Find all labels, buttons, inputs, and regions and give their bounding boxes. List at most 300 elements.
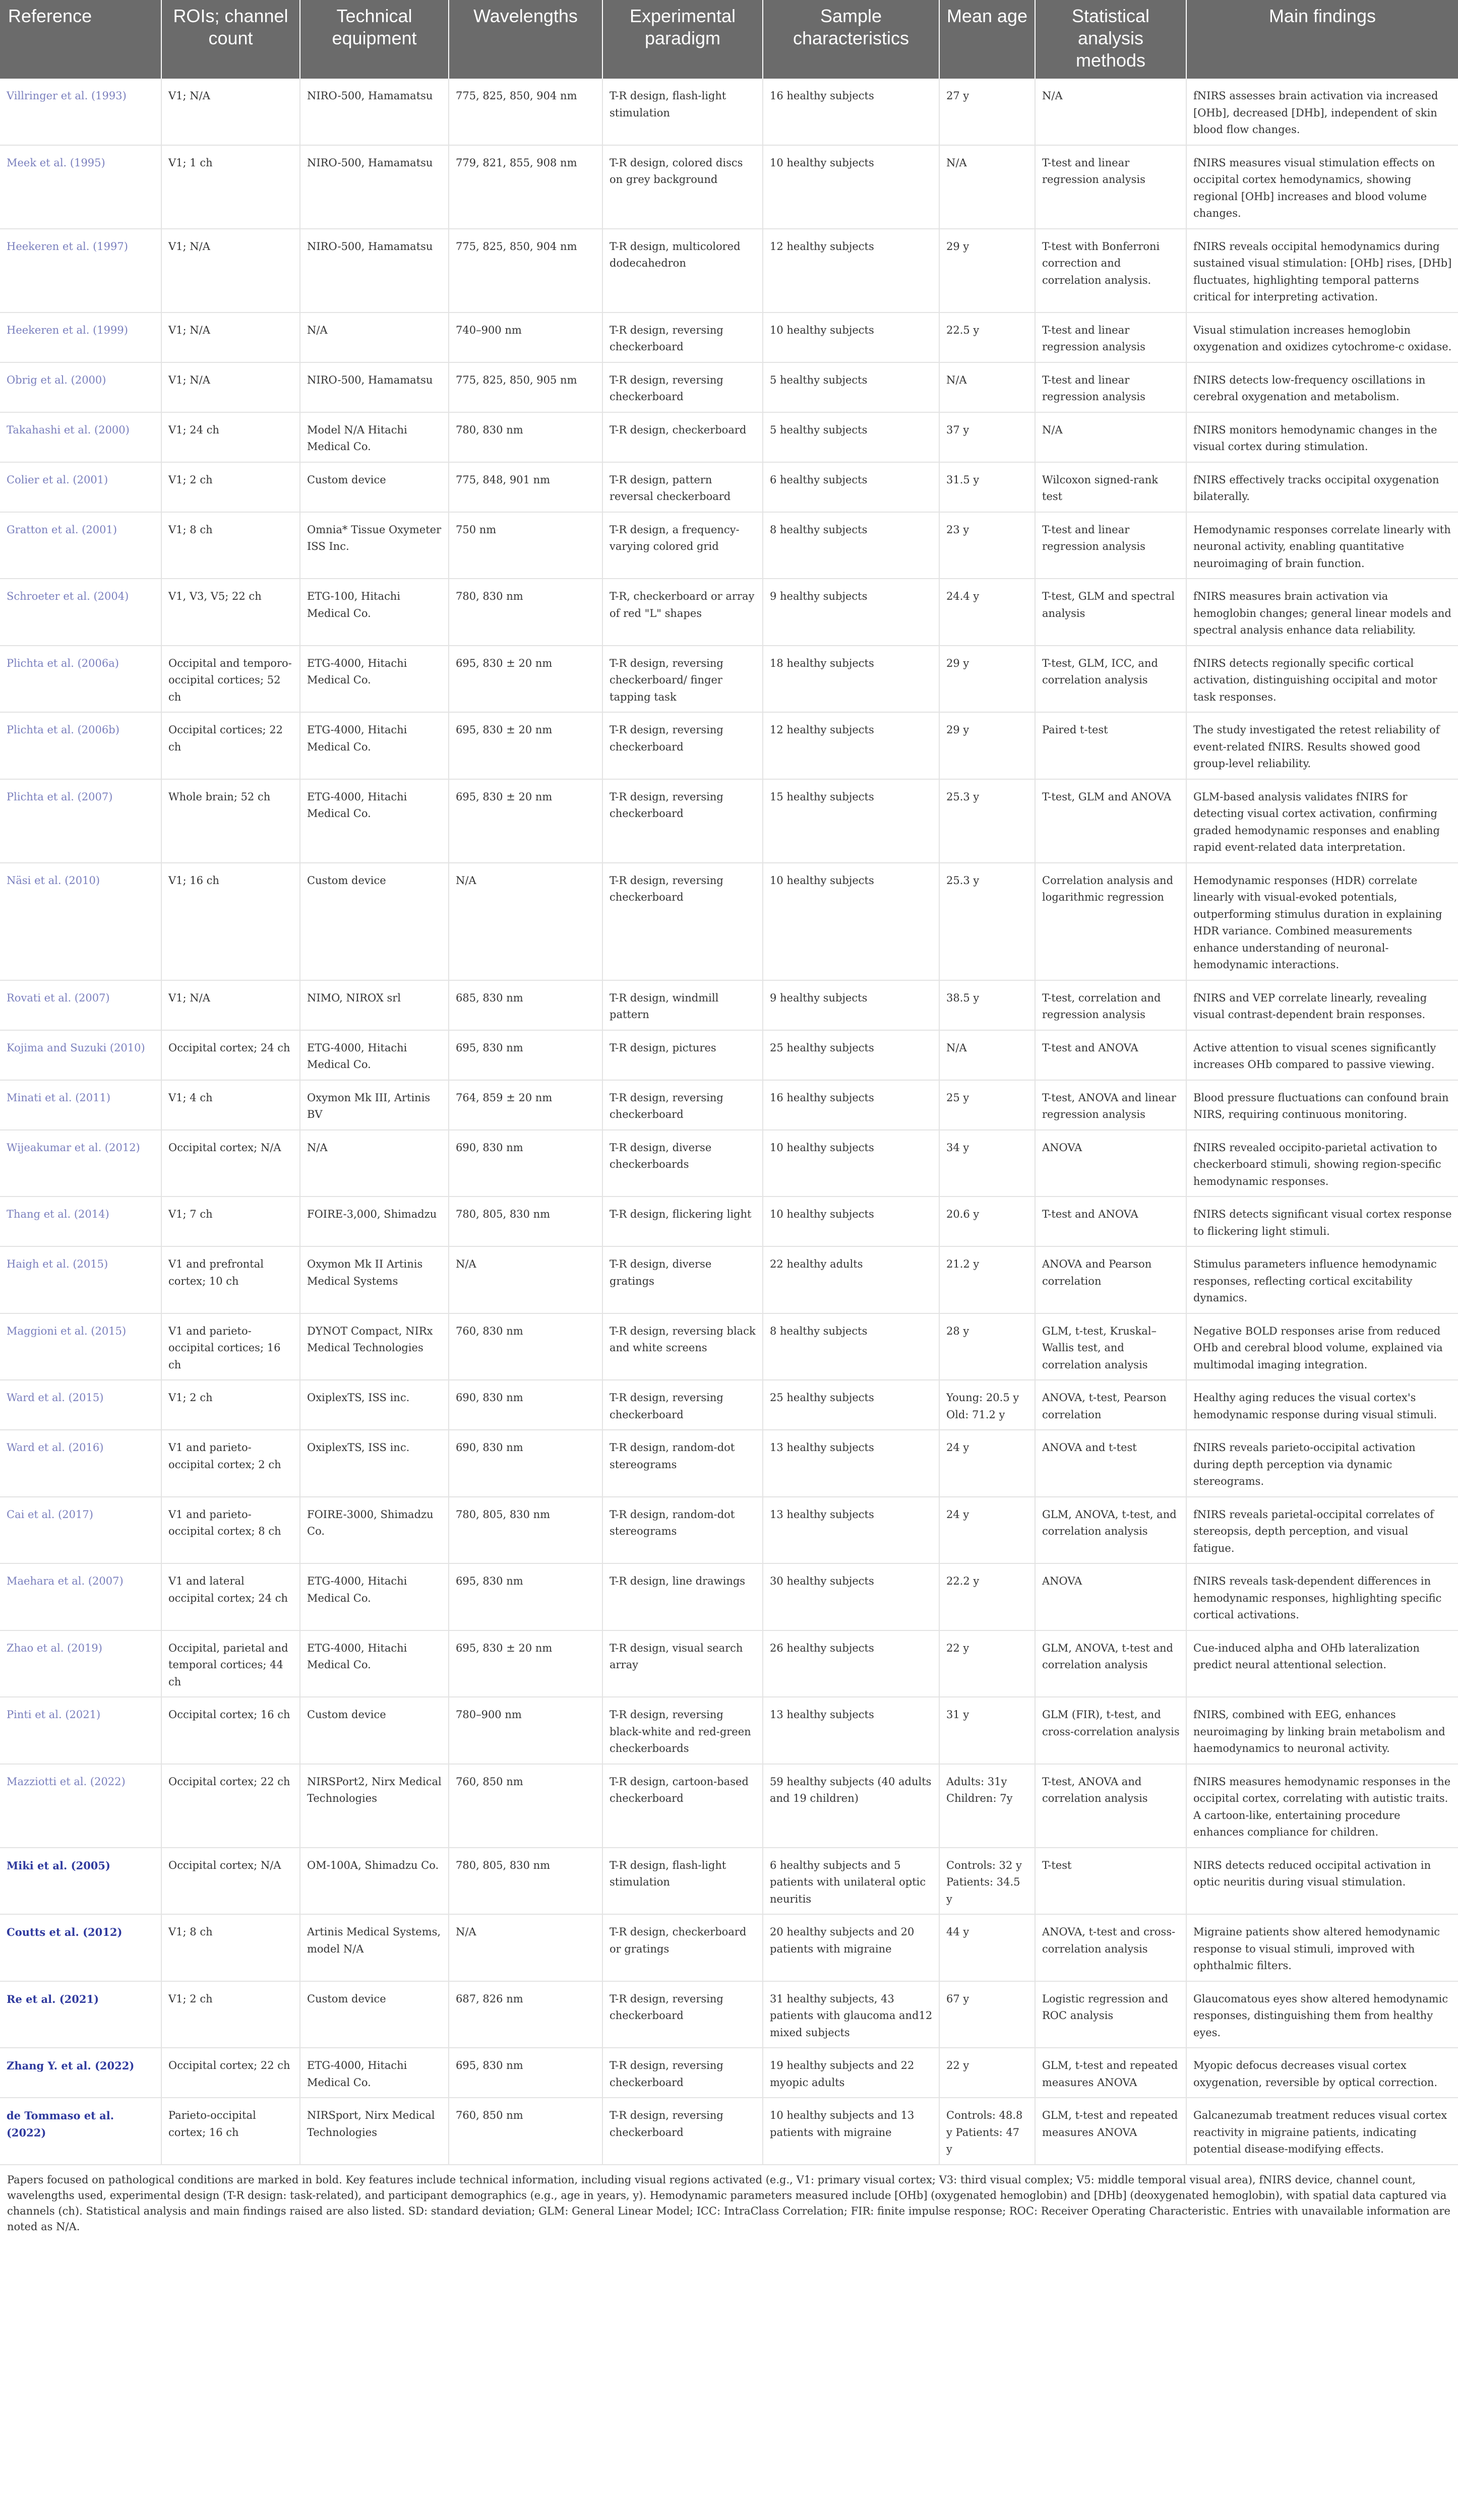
findings-cell: Negative BOLD responses arise from reduced OHb and cerebral blood volume, explained via multimodal imaging integration. — [1186, 1313, 1458, 1380]
paradigm-cell: T-R design, reversing checkerboard — [602, 779, 763, 863]
roi-cell: V1 and lateral occipital cortex; 24 ch — [161, 1563, 300, 1630]
table-row — [0, 2098, 1458, 2165]
equipment-cell: OxiplexTS, ISS inc. — [300, 1380, 449, 1430]
reference-cell[interactable]: Heekeren et al. (1997) — [0, 229, 161, 312]
equipment-cell: Artinis Medical Systems, model N/A — [300, 1914, 449, 1981]
findings-cell: Healthy aging reduces the visual cortex's hemodynamic response during visual stimuli. — [1186, 1380, 1458, 1430]
statistics-cell: Logistic regression and ROC analysis — [1035, 1981, 1186, 2048]
equipment-cell: N/A — [300, 1130, 449, 1197]
reference-cell[interactable]: Thang et al. (2014) — [0, 1196, 161, 1246]
roi-cell: Occipital cortex; 22 ch — [161, 1764, 300, 1848]
equipment-cell: Custom device — [300, 863, 449, 980]
header-row — [0, 0, 1458, 79]
sample-cell: 16 healthy subjects — [763, 79, 939, 145]
equipment-cell: ETG-4000, Hitachi Medical Co. — [300, 1030, 449, 1080]
paradigm-cell: T-R design, flash-light stimulation — [602, 1848, 763, 1915]
sample-cell: 6 healthy subjects — [763, 462, 939, 512]
table-row — [0, 1246, 1458, 1313]
roi-cell: V1; N/A — [161, 980, 300, 1030]
wavelength-cell: 695, 830 ± 20 nm — [449, 646, 602, 713]
mean-age-cell: N/A — [939, 362, 1035, 412]
sample-cell: 25 healthy subjects — [763, 1380, 939, 1430]
reference-cell[interactable]: Maehara et al. (2007) — [0, 1563, 161, 1630]
wavelength-cell: 780–900 nm — [449, 1697, 602, 1764]
wavelength-cell: 779, 821, 855, 908 nm — [449, 145, 602, 229]
paradigm-cell: T-R design, random-dot stereograms — [602, 1497, 763, 1564]
mean-age-cell: 24 y — [939, 1497, 1035, 1564]
wavelength-cell: 695, 830 ± 20 nm — [449, 1630, 602, 1697]
findings-cell: Cue-induced alpha and OHb lateralization predict neural attentional selection. — [1186, 1630, 1458, 1697]
paradigm-cell: T-R design, diverse gratings — [602, 1246, 763, 1313]
equipment-cell: Custom device — [300, 1981, 449, 2048]
reference-cell[interactable]: Cai et al. (2017) — [0, 1497, 161, 1564]
wavelength-cell: 775, 825, 850, 905 nm — [449, 362, 602, 412]
findings-cell: fNIRS reveals occipital hemodynamics during sustained visual stimulation: [OHb] rises, [DHb] fluctuates, highlighting temporal patterns critical for interpreting activation. — [1186, 229, 1458, 312]
reference-cell[interactable]: Meek et al. (1995) — [0, 145, 161, 229]
paradigm-cell: T-R design, pictures — [602, 1030, 763, 1080]
equipment-cell: FOIRE-3000, Shimadzu Co. — [300, 1497, 449, 1564]
mean-age-cell: 34 y — [939, 1130, 1035, 1197]
sample-cell: 22 healthy adults — [763, 1246, 939, 1313]
paradigm-cell: T-R design, windmill pattern — [602, 980, 763, 1030]
mean-age-cell: 20.6 y — [939, 1196, 1035, 1246]
table-row — [0, 1430, 1458, 1497]
statistics-cell: GLM, ANOVA, t-test, and correlation analysis — [1035, 1497, 1186, 1564]
findings-cell: fNIRS reveals parietal-occipital correlates of stereopsis, depth perception, and visual fatigue. — [1186, 1497, 1458, 1564]
findings-cell: fNIRS measures visual stimulation effects on occipital cortex hemodynamics, showing regional [OHb] increases and blood volume changes. — [1186, 145, 1458, 229]
wavelength-cell: 780, 830 nm — [449, 412, 602, 462]
roi-cell: V1; 8 ch — [161, 512, 300, 579]
mean-age-cell: 29 y — [939, 712, 1035, 779]
equipment-cell: Custom device — [300, 462, 449, 512]
statistics-cell: T-test, correlation and regression analysis — [1035, 980, 1186, 1030]
wavelength-cell: 695, 830 nm — [449, 1030, 602, 1080]
findings-cell: GLM-based analysis validates fNIRS for detecting visual cortex activation, confirming graded hemodynamic responses and enabling rapid event-related data interpretation. — [1186, 779, 1458, 863]
paradigm-cell: T-R design, diverse checkerboards — [602, 1130, 763, 1197]
statistics-cell: T-test and linear regression analysis — [1035, 145, 1186, 229]
roi-cell: V1; 24 ch — [161, 412, 300, 462]
mean-age-cell: Controls: 32 y Patients: 34.5 y — [939, 1848, 1035, 1915]
sample-cell: 26 healthy subjects — [763, 1630, 939, 1697]
findings-cell: fNIRS assesses brain activation via increased [OHb], decreased [DHb], independent of skin blood flow changes. — [1186, 79, 1458, 145]
statistics-cell: T-test and linear regression analysis — [1035, 362, 1186, 412]
roi-cell: Occipital cortex; 16 ch — [161, 1697, 300, 1764]
sample-cell: 13 healthy subjects — [763, 1697, 939, 1764]
roi-cell: Occipital and temporo-occipital cortices; 52 ch — [161, 646, 300, 713]
findings-cell: Stimulus parameters influence hemodynamic responses, reflecting cortical excitability dynamics. — [1186, 1246, 1458, 1313]
table-footnote: Papers focused on pathological conditions are marked in bold. Key features include technical information, including visual regions activated (e.g., V1: primary visual cortex; V3: third visual complex; V5: middle temporal visual area), fNIRS device, channel count, wavelengths used, experimental design (T-R design: task-related), and participant demographics (e.g., age in years, y). Hemodynamic parameters measured include [OHb] (oxygenated hemoglobin) and [DHb] (deoxygenated hemoglobin), with spatial data captured via channels (ch). Statistical analysis and main findings raised are also listed. SD: standard deviation; GLM: General Linear Model; ICC: IntraClass Correlation; FIR: finite impulse response; ROC: Receiver Operating Characteristic. Entries with unavailable information are noted as N/A. — [7, 2173, 1450, 2233]
reference-cell[interactable]: Maggioni et al. (2015) — [0, 1313, 161, 1380]
sample-cell: 10 healthy subjects — [763, 863, 939, 980]
sample-cell: 10 healthy subjects — [763, 312, 939, 362]
equipment-cell: NIRO-500, Hamamatsu — [300, 145, 449, 229]
paradigm-cell: T-R design, reversing checkerboard — [602, 2048, 763, 2098]
table-row — [0, 1914, 1458, 1981]
reference-cell[interactable]: Pinti et al. (2021) — [0, 1697, 161, 1764]
mean-age-cell: 25.3 y — [939, 779, 1035, 863]
statistics-cell: GLM (FIR), t-test, and cross-correlation analysis — [1035, 1697, 1186, 1764]
table-row — [0, 1130, 1458, 1197]
statistics-cell: ANOVA and t-test — [1035, 1430, 1186, 1497]
statistics-cell: ANOVA, t-test and cross-correlation analysis — [1035, 1914, 1186, 1981]
mean-age-cell: 28 y — [939, 1313, 1035, 1380]
reference-cell[interactable]: Coutts et al. (2012) — [0, 1914, 161, 1981]
header-rois: ROIs; channel count — [161, 0, 300, 79]
findings-cell: fNIRS detects low-frequency oscillations in cerebral oxygenation and metabolism. — [1186, 362, 1458, 412]
roi-cell: V1; 8 ch — [161, 1914, 300, 1981]
sample-cell: 13 healthy subjects — [763, 1430, 939, 1497]
wavelength-cell: 687, 826 nm — [449, 1981, 602, 2048]
roi-cell: V1; 2 ch — [161, 1380, 300, 1430]
table-row — [0, 79, 1458, 145]
equipment-cell: Oxymon Mk II Artinis Medical Systems — [300, 1246, 449, 1313]
table-row — [0, 1697, 1458, 1764]
header-mean-age: Mean age — [939, 0, 1035, 79]
paradigm-cell: T-R design, checkerboard — [602, 412, 763, 462]
mean-age-cell: 22.5 y — [939, 312, 1035, 362]
findings-cell: fNIRS detects significant visual cortex response to flickering light stimuli. — [1186, 1196, 1458, 1246]
roi-cell: Occipital cortex; N/A — [161, 1848, 300, 1915]
sample-cell: 6 healthy subjects and 5 patients with unilateral optic neuritis — [763, 1848, 939, 1915]
statistics-cell: Paired t-test — [1035, 712, 1186, 779]
sample-cell: 59 healthy subjects (40 adults and 19 children) — [763, 1764, 939, 1848]
findings-cell: fNIRS reveals task-dependent differences in hemodynamic responses, highlighting specific cortical activations. — [1186, 1563, 1458, 1630]
reference-cell[interactable]: Kojima and Suzuki (2010) — [0, 1030, 161, 1080]
sample-cell: 25 healthy subjects — [763, 1030, 939, 1080]
wavelength-cell: 780, 805, 830 nm — [449, 1497, 602, 1564]
reference-cell[interactable]: Wijeakumar et al. (2012) — [0, 1130, 161, 1197]
mean-age-cell: 44 y — [939, 1914, 1035, 1981]
equipment-cell: NIRO-500, Hamamatsu — [300, 229, 449, 312]
mean-age-cell: 25.3 y — [939, 863, 1035, 980]
statistics-cell: GLM, t-test, Kruskal–Wallis test, and correlation analysis — [1035, 1313, 1186, 1380]
equipment-cell: NIRO-500, Hamamatsu — [300, 362, 449, 412]
findings-cell: Myopic defocus decreases visual cortex oxygenation, reversible by optical correction. — [1186, 2048, 1458, 2098]
table-row — [0, 1764, 1458, 1848]
findings-cell: fNIRS detects regionally specific cortical activation, distinguishing occipital and motor task responses. — [1186, 646, 1458, 713]
wavelength-cell: 780, 805, 830 nm — [449, 1196, 602, 1246]
wavelength-cell: N/A — [449, 863, 602, 980]
roi-cell: V1; 2 ch — [161, 1981, 300, 2048]
sample-cell: 5 healthy subjects — [763, 362, 939, 412]
statistics-cell: GLM, ANOVA, t-test and correlation analysis — [1035, 1630, 1186, 1697]
reference-cell[interactable]: Colier et al. (2001) — [0, 462, 161, 512]
reference-cell[interactable]: Ward et al. (2015) — [0, 1380, 161, 1430]
findings-cell: Active attention to visual scenes significantly increases OHb compared to passive viewing. — [1186, 1030, 1458, 1080]
equipment-cell: OM-100A, Shimadzu Co. — [300, 1848, 449, 1915]
reference-cell[interactable]: Schroeter et al. (2004) — [0, 579, 161, 646]
findings-cell: NIRS detects reduced occipital activation in optic neuritis during visual stimulation. — [1186, 1848, 1458, 1915]
roi-cell: V1 and prefrontal cortex; 10 ch — [161, 1246, 300, 1313]
statistics-cell: N/A — [1035, 412, 1186, 462]
statistics-cell: T-test, GLM, ICC, and correlation analysis — [1035, 646, 1186, 713]
paradigm-cell: T-R design, reversing black-white and red-green checkerboards — [602, 1697, 763, 1764]
findings-cell: Hemodynamic responses (HDR) correlate linearly with visual-evoked potentials, outperforming stimulus duration in explaining HDR variance. Combined measurements enhance understanding of neuronal-hemodynamic interactions. — [1186, 863, 1458, 980]
sample-cell: 31 healthy subjects, 43 patients with glaucoma and12 mixed subjects — [763, 1981, 939, 2048]
table-row — [0, 1313, 1458, 1380]
sample-cell: 8 healthy subjects — [763, 1313, 939, 1380]
table-row — [0, 1848, 1458, 1915]
table-row — [0, 712, 1458, 779]
header-statistics: Statistical analysis methods — [1035, 0, 1186, 79]
reference-cell[interactable]: Minati et al. (2011) — [0, 1080, 161, 1130]
mean-age-cell: 27 y — [939, 79, 1035, 145]
paradigm-cell: T-R design, checkerboard or gratings — [602, 1914, 763, 1981]
equipment-cell: Custom device — [300, 1697, 449, 1764]
reference-cell[interactable]: Gratton et al. (2001) — [0, 512, 161, 579]
paradigm-cell: T-R design, reversing black and white screens — [602, 1313, 763, 1380]
paradigm-cell: T-R design, flickering light — [602, 1196, 763, 1246]
reference-cell[interactable]: Re et al. (2021) — [0, 1981, 161, 2048]
statistics-cell: T-test and linear regression analysis — [1035, 512, 1186, 579]
equipment-cell: OxiplexTS, ISS inc. — [300, 1430, 449, 1497]
statistics-cell: GLM, t-test and repeated measures ANOVA — [1035, 2098, 1186, 2165]
sample-cell: 10 healthy subjects — [763, 145, 939, 229]
wavelength-cell: 760, 830 nm — [449, 1313, 602, 1380]
roi-cell: V1; N/A — [161, 312, 300, 362]
sample-cell: 20 healthy subjects and 20 patients with migraine — [763, 1914, 939, 1981]
table-row — [0, 1981, 1458, 2048]
table-row — [0, 312, 1458, 362]
roi-cell: V1; 4 ch — [161, 1080, 300, 1130]
reference-cell[interactable]: Villringer et al. (1993) — [0, 79, 161, 145]
roi-cell: Occipital cortex; 22 ch — [161, 2048, 300, 2098]
equipment-cell: ETG-4000, Hitachi Medical Co. — [300, 1630, 449, 1697]
paradigm-cell: T-R design, reversing checkerboard — [602, 1981, 763, 2048]
table-row — [0, 1196, 1458, 1246]
findings-cell: fNIRS measures hemodynamic responses in the occipital cortex, correlating with autistic traits. A cartoon-like, entertaining procedure enhances compliance for children. — [1186, 1764, 1458, 1848]
table-row — [0, 1630, 1458, 1697]
wavelength-cell: 695, 830 nm — [449, 2048, 602, 2098]
table-row — [0, 779, 1458, 863]
findings-cell: Glaucomatous eyes show altered hemodynamic responses, distinguishing them from healthy eyes. — [1186, 1981, 1458, 2048]
table-row — [0, 462, 1458, 512]
sample-cell: 15 healthy subjects — [763, 779, 939, 863]
reference-cell[interactable]: Heekeren et al. (1999) — [0, 312, 161, 362]
findings-cell: Galcanezumab treatment reduces visual cortex reactivity in migraine patients, indicating potential disease-modifying effects. — [1186, 2098, 1458, 2165]
reference-cell[interactable]: de Tommaso et al. (2022) — [0, 2098, 161, 2165]
table-row — [0, 229, 1458, 312]
wavelength-cell: 760, 850 nm — [449, 1764, 602, 1848]
sample-cell: 30 healthy subjects — [763, 1563, 939, 1630]
roi-cell: V1; 7 ch — [161, 1196, 300, 1246]
findings-cell: fNIRS effectively tracks occipital oxygenation bilaterally. — [1186, 462, 1458, 512]
equipment-cell: Oxymon Mk III, Artinis BV — [300, 1080, 449, 1130]
paradigm-cell: T-R design, random-dot stereograms — [602, 1430, 763, 1497]
roi-cell: V1, V3, V5; 22 ch — [161, 579, 300, 646]
statistics-cell: ANOVA, t-test, Pearson correlation — [1035, 1380, 1186, 1430]
wavelength-cell: 764, 859 ± 20 nm — [449, 1080, 602, 1130]
table-row — [0, 1080, 1458, 1130]
statistics-cell: T-test, ANOVA and linear regression analysis — [1035, 1080, 1186, 1130]
findings-cell: The study investigated the retest reliability of event-related fNIRS. Results showed good group-level reliability. — [1186, 712, 1458, 779]
wavelength-cell: N/A — [449, 1914, 602, 1981]
findings-cell: fNIRS reveals parieto-occipital activation during depth perception via dynamic stereograms. — [1186, 1430, 1458, 1497]
wavelength-cell: 690, 830 nm — [449, 1130, 602, 1197]
findings-cell: fNIRS, combined with EEG, enhances neuroimaging by linking brain metabolism and haemodynamics to neuronal activity. — [1186, 1697, 1458, 1764]
table-row — [0, 646, 1458, 713]
mean-age-cell: 67 y — [939, 1981, 1035, 2048]
paradigm-cell: T-R design, reversing checkerboard — [602, 863, 763, 980]
table-row — [0, 145, 1458, 229]
statistics-cell: T-test and ANOVA — [1035, 1196, 1186, 1246]
roi-cell: Whole brain; 52 ch — [161, 779, 300, 863]
paradigm-cell: T-R design, reversing checkerboard — [602, 312, 763, 362]
wavelength-cell: 695, 830 ± 20 nm — [449, 779, 602, 863]
sample-cell: 12 healthy subjects — [763, 229, 939, 312]
roi-cell: Occipital cortices; 22 ch — [161, 712, 300, 779]
mean-age-cell: 29 y — [939, 646, 1035, 713]
statistics-cell: Wilcoxon signed-rank test — [1035, 462, 1186, 512]
paradigm-cell: T-R design, reversing checkerboard — [602, 362, 763, 412]
wavelength-cell: 760, 850 nm — [449, 2098, 602, 2165]
paradigm-cell: T-R design, colored discs on grey background — [602, 145, 763, 229]
statistics-cell: ANOVA and Pearson correlation — [1035, 1246, 1186, 1313]
roi-cell: V1 and parieto-occipital cortex; 2 ch — [161, 1430, 300, 1497]
paradigm-cell: T-R design, flash-light stimulation — [602, 79, 763, 145]
statistics-cell: T-test and linear regression analysis — [1035, 312, 1186, 362]
equipment-cell: N/A — [300, 312, 449, 362]
mean-age-cell: 24 y — [939, 1430, 1035, 1497]
reference-cell[interactable]: Zhao et al. (2019) — [0, 1630, 161, 1697]
sample-cell: 12 healthy subjects — [763, 712, 939, 779]
paradigm-cell: T-R design, reversing checkerboard/ finger tapping task — [602, 646, 763, 713]
wavelength-cell: 780, 830 nm — [449, 579, 602, 646]
table-row — [0, 863, 1458, 980]
paradigm-cell: T-R design, cartoon-based checkerboard — [602, 1764, 763, 1848]
paradigm-cell: T-R design, reversing checkerboard — [602, 1080, 763, 1130]
reference-cell[interactable]: Rovati et al. (2007) — [0, 980, 161, 1030]
paradigm-cell: T-R design, visual search array — [602, 1630, 763, 1697]
sample-cell: 18 healthy subjects — [763, 646, 939, 713]
header-reference: Reference — [0, 0, 161, 79]
wavelength-cell: 750 nm — [449, 512, 602, 579]
statistics-cell: T-test, ANOVA and correlation analysis — [1035, 1764, 1186, 1848]
equipment-cell: NIRO-500, Hamamatsu — [300, 79, 449, 145]
roi-cell: V1 and parieto-occipital cortex; 8 ch — [161, 1497, 300, 1564]
sample-cell: 19 healthy subjects and 22 myopic adults — [763, 2048, 939, 2098]
sample-cell: 10 healthy subjects — [763, 1130, 939, 1197]
mean-age-cell: N/A — [939, 1030, 1035, 1080]
mean-age-cell: Young: 20.5 y Old: 71.2 y — [939, 1380, 1035, 1430]
findings-cell: fNIRS revealed occipito-parietal activation to checkerboard stimuli, showing region-specific hemodynamic responses. — [1186, 1130, 1458, 1197]
table-row — [0, 2048, 1458, 2098]
findings-cell: fNIRS monitors hemodynamic changes in the visual cortex during stimulation. — [1186, 412, 1458, 462]
mean-age-cell: 22 y — [939, 1630, 1035, 1697]
reference-cell[interactable]: Plichta et al. (2007) — [0, 779, 161, 863]
statistics-cell: Correlation analysis and logarithmic regression — [1035, 863, 1186, 980]
table-row — [0, 1030, 1458, 1080]
mean-age-cell: Adults: 31y Children: 7y — [939, 1764, 1035, 1848]
equipment-cell: ETG-4000, Hitachi Medical Co. — [300, 1563, 449, 1630]
mean-age-cell: 22.2 y — [939, 1563, 1035, 1630]
wavelength-cell: 775, 825, 850, 904 nm — [449, 229, 602, 312]
equipment-cell: ETG-100, Hitachi Medical Co. — [300, 579, 449, 646]
mean-age-cell: 29 y — [939, 229, 1035, 312]
reference-cell[interactable]: Ward et al. (2016) — [0, 1430, 161, 1497]
statistics-cell: ANOVA — [1035, 1130, 1186, 1197]
sample-cell: 8 healthy subjects — [763, 512, 939, 579]
mean-age-cell: N/A — [939, 145, 1035, 229]
roi-cell: Parieto-occipital cortex; 16 ch — [161, 2098, 300, 2165]
table-row — [0, 1380, 1458, 1430]
table-row — [0, 579, 1458, 646]
roi-cell: V1; N/A — [161, 362, 300, 412]
paradigm-cell: T-R design, pattern reversal checkerboard — [602, 462, 763, 512]
equipment-cell: ETG-4000, Hitachi Medical Co. — [300, 2048, 449, 2098]
findings-cell: Migraine patients show altered hemodynamic response to visual stimuli, improved with ophthalmic filters. — [1186, 1914, 1458, 1981]
mean-age-cell: Controls: 48.8 y Patients: 47 y — [939, 2098, 1035, 2165]
findings-cell: fNIRS and VEP correlate linearly, revealing visual contrast-dependent brain responses. — [1186, 980, 1458, 1030]
statistics-cell: T-test with Bonferroni correction and correlation analysis. — [1035, 229, 1186, 312]
equipment-cell: Model N/A Hitachi Medical Co. — [300, 412, 449, 462]
mean-age-cell: 23 y — [939, 512, 1035, 579]
wavelength-cell: 695, 830 nm — [449, 1563, 602, 1630]
equipment-cell: DYNOT Compact, NIRx Medical Technologies — [300, 1313, 449, 1380]
paradigm-cell: T-R, checkerboard or array of red "L" shapes — [602, 579, 763, 646]
reference-cell[interactable]: Haigh et al. (2015) — [0, 1246, 161, 1313]
statistics-cell: T-test — [1035, 1848, 1186, 1915]
wavelength-cell: 690, 830 nm — [449, 1430, 602, 1497]
header-sample: Sample characteristics — [763, 0, 939, 79]
table-row — [0, 1563, 1458, 1630]
statistics-cell: T-test, GLM and spectral analysis — [1035, 579, 1186, 646]
sample-cell: 9 healthy subjects — [763, 579, 939, 646]
reference-cell[interactable]: Obrig et al. (2000) — [0, 362, 161, 412]
table-row — [0, 980, 1458, 1030]
equipment-cell: ETG-4000, Hitachi Medical Co. — [300, 646, 449, 713]
header-wavelengths: Wavelengths — [449, 0, 602, 79]
roi-cell: Occipital cortex; N/A — [161, 1130, 300, 1197]
sample-cell: 5 healthy subjects — [763, 412, 939, 462]
roi-cell: Occipital cortex; 24 ch — [161, 1030, 300, 1080]
reference-cell[interactable]: Zhang Y. et al. (2022) — [0, 2048, 161, 2098]
paradigm-cell: T-R design, a frequency-varying colored grid — [602, 512, 763, 579]
paradigm-cell: T-R design, reversing checkerboard — [602, 1380, 763, 1430]
reference-cell[interactable]: Plichta et al. (2006a) — [0, 646, 161, 713]
mean-age-cell: 24.4 y — [939, 579, 1035, 646]
findings-cell: Blood pressure fluctuations can confound brain NIRS, requiring continuous monitoring. — [1186, 1080, 1458, 1130]
mean-age-cell: 21.2 y — [939, 1246, 1035, 1313]
equipment-cell: ETG-4000, Hitachi Medical Co. — [300, 779, 449, 863]
mean-age-cell: 25 y — [939, 1080, 1035, 1130]
sample-cell: 10 healthy subjects and 13 patients with migraine — [763, 2098, 939, 2165]
paradigm-cell: T-R design, line drawings — [602, 1563, 763, 1630]
equipment-cell: NIRSPort2, Nirx Medical Technologies — [300, 1764, 449, 1848]
statistics-cell: T-test and ANOVA — [1035, 1030, 1186, 1080]
sample-cell: 13 healthy subjects — [763, 1497, 939, 1564]
roi-cell: Occipital, parietal and temporal cortices; 44 ch — [161, 1630, 300, 1697]
table-row — [0, 412, 1458, 462]
reference-cell[interactable]: Miki et al. (2005) — [0, 1848, 161, 1915]
roi-cell: V1; N/A — [161, 79, 300, 145]
findings-cell: Hemodynamic responses correlate linearly with neuronal activity, enabling quantitative neuroimaging of brain function. — [1186, 512, 1458, 579]
findings-cell: fNIRS measures brain activation via hemoglobin changes; general linear models and spectral analysis enhance data reliability. — [1186, 579, 1458, 646]
wavelength-cell: 775, 825, 850, 904 nm — [449, 79, 602, 145]
reference-cell[interactable]: Näsi et al. (2010) — [0, 863, 161, 980]
reference-cell[interactable]: Mazziotti et al. (2022) — [0, 1764, 161, 1848]
mean-age-cell: 31 y — [939, 1697, 1035, 1764]
reference-cell[interactable]: Takahashi et al. (2000) — [0, 412, 161, 462]
table-row — [0, 362, 1458, 412]
reference-cell[interactable]: Plichta et al. (2006b) — [0, 712, 161, 779]
paradigm-cell: T-R design, multicolored dodecahedron — [602, 229, 763, 312]
mean-age-cell: 22 y — [939, 2048, 1035, 2098]
wavelength-cell: 780, 805, 830 nm — [449, 1848, 602, 1915]
wavelength-cell: N/A — [449, 1246, 602, 1313]
sample-cell: 10 healthy subjects — [763, 1196, 939, 1246]
equipment-cell: FOIRE-3,000, Shimadzu — [300, 1196, 449, 1246]
